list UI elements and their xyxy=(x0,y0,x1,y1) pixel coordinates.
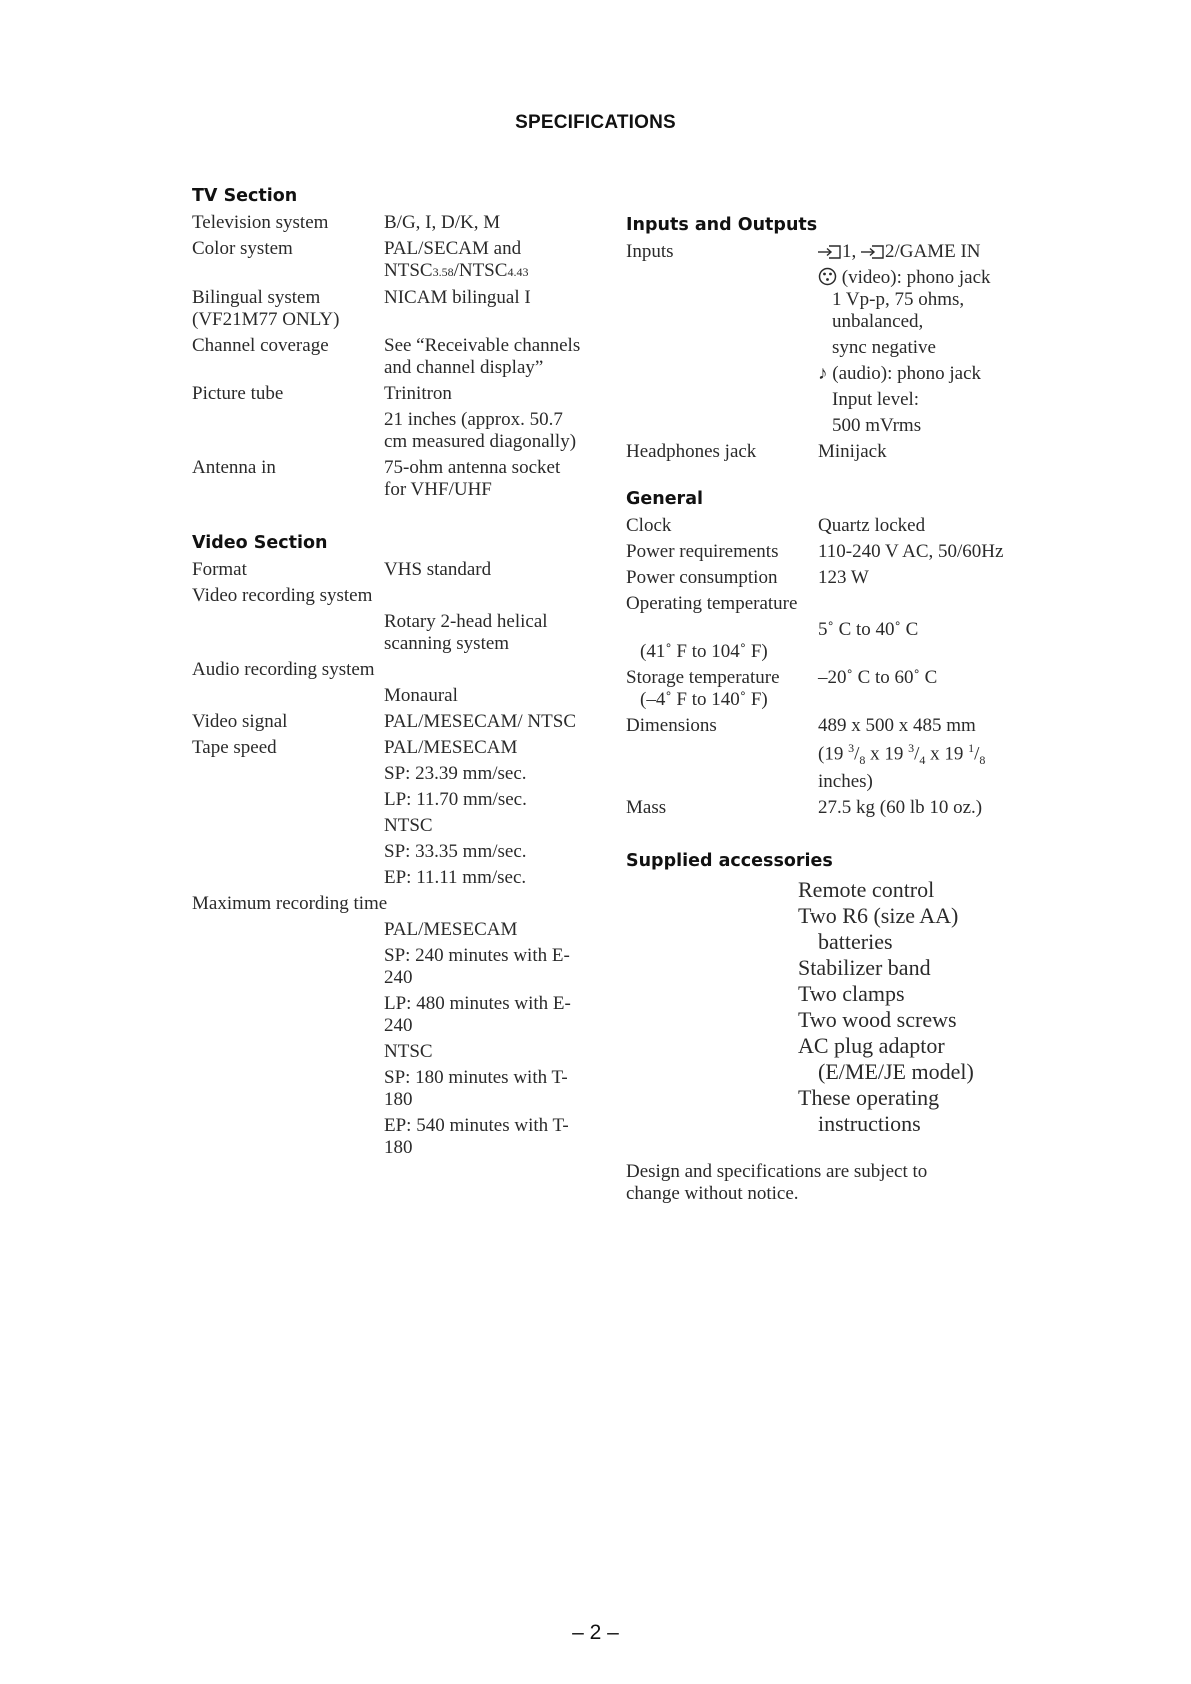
spec-value: 123 W xyxy=(818,567,869,588)
dimensions-inches-end: inches) xyxy=(818,771,873,793)
color-system-line1: PAL/SECAM and xyxy=(384,238,522,259)
accessory-item: Stabilizer band xyxy=(798,955,931,981)
input-arrow-icon xyxy=(818,244,842,260)
accessory-item: AC plug adaptor xyxy=(798,1033,945,1059)
picture-tube-line1: Trinitron xyxy=(384,383,452,404)
left-column xyxy=(192,185,582,1163)
spec-value xyxy=(818,241,1046,437)
spec-value: (41˚ F to 104˚ F) xyxy=(640,641,768,662)
spec-format xyxy=(192,559,582,581)
spec-dimensions xyxy=(626,715,1046,793)
spec-value: See “Receivable channels and channel display” xyxy=(384,335,581,378)
tape-speed-line: EP: 11.11 mm/sec. xyxy=(384,867,527,888)
ntsc-sub: 4.43 xyxy=(507,265,529,279)
music-note-icon: ♪ xyxy=(818,363,828,384)
accessory-item: Two R6 (size AA) xyxy=(798,903,959,929)
inputs-audio-line xyxy=(818,363,1046,385)
rec-time-line: PAL/MESECAM xyxy=(384,919,518,940)
video-detail: sync negative xyxy=(832,337,936,358)
dim-frac: 3 xyxy=(908,741,915,755)
ntsc-text: /NTSC xyxy=(453,260,508,281)
spec-value: Monaural xyxy=(384,685,458,706)
tape-speed-line: PAL/MESECAM xyxy=(384,737,518,758)
spec-headphones xyxy=(626,441,1046,463)
spec-power-consumption xyxy=(626,567,1046,589)
video-detail: 1 Vp-p, 75 ohms, xyxy=(832,289,965,310)
spec-value: NICAM bilingual I xyxy=(384,287,531,308)
spec-value: 5˚ C to 40˚ C xyxy=(818,619,919,640)
spec-television-system xyxy=(192,212,582,234)
dim-slash: / xyxy=(914,743,920,765)
dim-text: x 19 xyxy=(865,743,909,765)
spec-value: 75-ohm antenna socket for VHF/UHF xyxy=(384,457,561,500)
spec-label: Mass xyxy=(626,797,667,819)
spec-storage-temperature xyxy=(626,667,1046,689)
input-label: 2/GAME IN xyxy=(885,241,981,262)
spec-label: Power requirements xyxy=(626,541,779,562)
spec-label: Storage temperature xyxy=(626,667,780,688)
spec-label: Picture tube xyxy=(192,383,284,404)
color-system-line2 xyxy=(384,260,582,283)
dim-text: (19 xyxy=(818,743,849,765)
spec-value: PAL/MESECAM/ NTSC xyxy=(384,711,576,732)
rec-time-line: EP: 540 minutes with T-180 xyxy=(384,1115,569,1158)
spec-label-continuation: (VF21M77 ONLY) xyxy=(192,309,340,330)
accessory-item: Two clamps xyxy=(798,981,905,1007)
ntsc-text: NTSC xyxy=(384,260,433,281)
input-arrow-icon xyxy=(861,244,885,260)
tape-speed-line: SP: 33.35 mm/sec. xyxy=(384,841,527,862)
spec-channel-coverage xyxy=(192,335,582,379)
spec-label-full: Operating temperature xyxy=(626,593,798,614)
spec-power-requirements xyxy=(626,541,1046,563)
spec-bilingual-system xyxy=(192,287,582,309)
accessory-item-continued: batteries xyxy=(818,929,893,955)
spec-label: Inputs xyxy=(626,241,674,262)
dimensions-mm: 489 x 500 x 485 mm xyxy=(818,715,976,736)
page-number: – 2 – xyxy=(572,1621,619,1644)
spec-label-full: Maximum recording time xyxy=(192,893,388,914)
spec-value: –20˚ C to 60˚ C xyxy=(818,667,938,688)
spec-value: 27.5 kg (60 lb 10 oz.) xyxy=(818,797,983,819)
spec-label: Video signal xyxy=(192,711,288,732)
video-detail: unbalanced, xyxy=(832,311,924,332)
dim-text: x 19 xyxy=(925,743,969,765)
specifications-note: Design and specifications are subject to change without notice. xyxy=(626,1161,928,1205)
accessory-item: Two wood screws xyxy=(798,1007,957,1033)
video-icon xyxy=(818,267,837,286)
rec-time-line: SP: 180 minutes with T-180 xyxy=(384,1067,568,1110)
spec-picture-tube xyxy=(192,383,582,453)
right-column xyxy=(626,214,1046,1205)
dim-frac: 4 xyxy=(919,753,926,768)
dim-frac: 1 xyxy=(968,741,975,755)
spec-value: (–4˚ F to 140˚ F) xyxy=(640,689,768,710)
spec-tape-speed xyxy=(192,737,582,893)
spec-value xyxy=(818,715,1046,793)
spec-value xyxy=(384,383,582,453)
dim-slash: / xyxy=(974,743,980,765)
accessory-item: Remote control xyxy=(798,877,935,903)
accessory-item: These operating xyxy=(798,1085,940,1111)
rec-time-line: LP: 480 minutes with E-240 xyxy=(384,993,571,1036)
spec-label: Bilingual system xyxy=(192,287,321,308)
tape-speed-line: NTSC xyxy=(384,815,433,836)
spec-label: Tape speed xyxy=(192,737,277,758)
ntsc-sub: 3.58 xyxy=(432,265,454,279)
accessories-heading: Supplied accessories xyxy=(626,851,833,872)
tape-speed-line: LP: 11.70 mm/sec. xyxy=(384,789,527,810)
tv-section-heading: TV Section xyxy=(192,186,298,206)
spec-value: VHS standard xyxy=(384,559,492,580)
inputs-outputs-heading: Inputs and Outputs xyxy=(626,215,818,235)
spec-label: Color system xyxy=(192,238,293,259)
spec-value xyxy=(384,238,582,283)
accessory-item-continued: instructions xyxy=(818,1111,921,1137)
spec-inputs xyxy=(626,241,1046,437)
spec-value: Minijack xyxy=(818,441,887,462)
accessories-list xyxy=(626,877,1046,1137)
spec-clock xyxy=(626,515,1046,537)
video-text: (video): phono jack xyxy=(841,267,991,288)
spec-label: Format xyxy=(192,559,247,580)
dim-frac: 3 xyxy=(848,741,855,755)
spec-color-system xyxy=(192,238,582,283)
video-section-heading: Video Section xyxy=(192,533,328,553)
spec-label: Clock xyxy=(626,515,672,536)
dimensions-inches xyxy=(818,737,1046,771)
rec-time-line: NTSC xyxy=(384,1041,433,1062)
spec-antenna-in xyxy=(192,457,582,501)
spec-value: B/G, I, D/K, M xyxy=(384,212,501,233)
audio-detail: Input level: xyxy=(832,389,920,410)
spec-label: Television system xyxy=(192,212,329,233)
spec-value: 110-240 V AC, 50/60Hz xyxy=(818,541,1004,562)
page-title: SPECIFICATIONS xyxy=(515,112,676,133)
tape-speed-line: SP: 23.39 mm/sec. xyxy=(384,763,527,784)
rec-time-line: SP: 240 minutes with E-240 xyxy=(384,945,570,988)
spec-label: Channel coverage xyxy=(192,335,329,356)
dim-slash: / xyxy=(854,743,860,765)
spec-mass xyxy=(626,797,1046,819)
spec-video-signal xyxy=(192,711,582,733)
spec-value: Rotary 2-head helical scanning system xyxy=(384,611,548,654)
audio-text: (audio): phono jack xyxy=(832,363,982,384)
spec-value xyxy=(192,919,582,1159)
picture-tube-line2: 21 inches (approx. 50.7 cm measured diagonally) xyxy=(384,409,577,452)
spec-label-full: Video recording system xyxy=(192,585,373,606)
inputs-video-line xyxy=(818,267,1046,289)
accessory-item-continued: (E/ME/JE model) xyxy=(818,1059,974,1085)
spec-label: Headphones jack xyxy=(626,441,757,462)
spec-value: Quartz locked xyxy=(818,515,926,536)
spec-label-full: Audio recording system xyxy=(192,659,375,680)
dim-frac: 8 xyxy=(979,753,986,768)
audio-detail: 500 mVrms xyxy=(832,415,922,436)
spec-value xyxy=(384,737,582,893)
general-heading: General xyxy=(626,489,703,509)
input-label: 1, xyxy=(842,241,857,262)
inputs-line1 xyxy=(818,241,1046,263)
spec-label: Antenna in xyxy=(192,457,276,478)
spec-label: Dimensions xyxy=(626,715,717,736)
dim-frac: 8 xyxy=(859,753,866,768)
spec-label: Power consumption xyxy=(626,567,778,588)
